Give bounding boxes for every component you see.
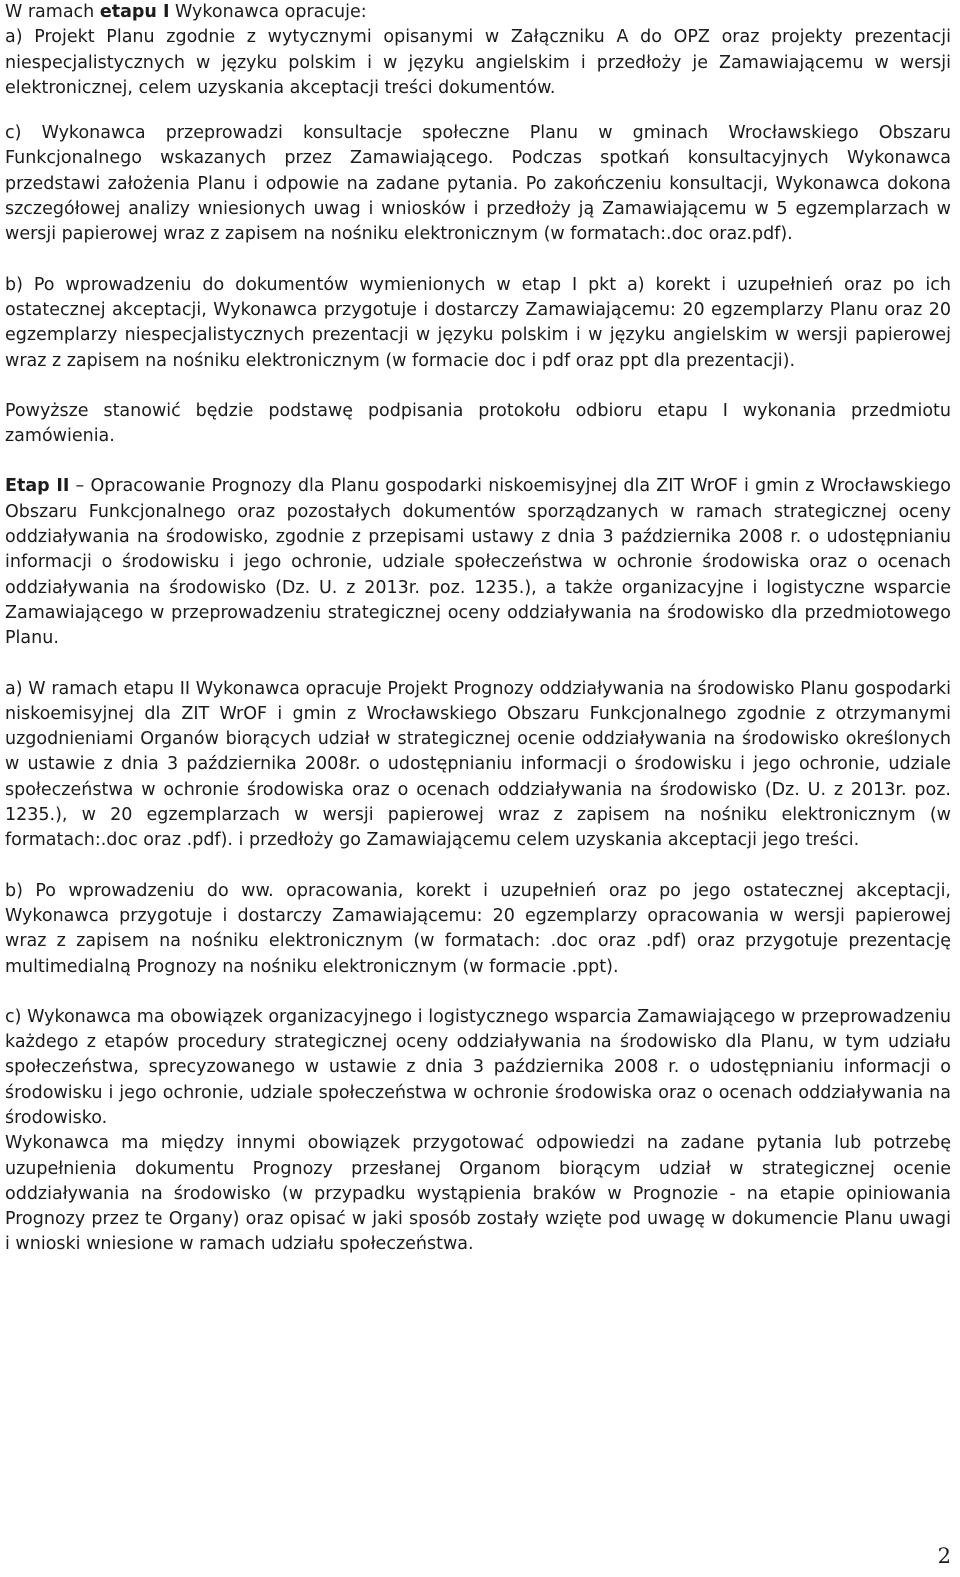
etap-2-bold: Etap II xyxy=(5,476,70,497)
paragraph-protocol: Powyższe stanowić będzie podstawę podpisania protokołu odbioru etapu I wykonania przedmiotu zamówienia. xyxy=(5,400,951,447)
paragraph-2a: a) W ramach etapu II Wykonawca opracuje Projekt Prognozy oddziaływania na środowisko Planu gospodarki niskoemisyjnej dla ZIT WrOF i gmin z Wrocławskiego Obszaru Funkcjonalnego zgodnie z otrzymanymi uzgodnieniami Organów biorących udział w strategicznej ocenie oddziaływania na środowisko określonych w ustawie z dnia 3 października 2008r. o udostępnianiu informacji o środowisku i jego ochronie, udziale społeczeństwa w ochronie środowiska oraz o ocenach oddziaływania na środowisko (Dz. U. z 2013r. poz. 1235.), w 20 egzemplarzach w wersji papierowej wraz z zapisem na nośniku elektronicznym (w formatach:.doc oraz .pdf). i przedłoży go Zamawiającemu celem uzyskania akceptacji jego treści. xyxy=(5,678,951,851)
intro-bold-etap-1: etapu I xyxy=(99,2,170,22)
paragraph-2c: c) Wykonawca ma obowiązek organizacyjnego i logistycznego wsparcia Zamawiającego w przeprowadzeniu każdego z etapów procedury strategicznej oceny oddziaływania na środowisko dla Planu, w tym udziału społeczeństwa, sprecyzowanego w ustawie z dnia 3 października 2008 r. o udostępnianiu informacji o środowisku i jego ochronie, udziale społeczeństwa w ochronie środowiska oraz o ocenach oddziaływania na środowisko. xyxy=(5,1006,951,1128)
paragraph-1b: b) Po wprowadzeniu do dokumentów wymienionych w etap I pkt a) korekt i uzupełnień oraz po ich ostatecznej akceptacji, Wykonawca przygotuje i dostarczy Zamawiającemu: 20 egzemplarzy Planu oraz 20 egzemplarzy niespecjalistycznych prezentacji w języku polskim i w języku angielskim w wersji papierowej wraz z zapisem na nośniku elektronicznym (w formacie doc i pdf oraz ppt dla prezentacji). xyxy=(5,274,951,371)
paragraph-obligations: Wykonawca ma między innymi obowiązek przygotować odpowiedzi na zadane pytania lub potrzebę uzupełnienia dokumentu Prognozy przesłanej Organom biorącym udział w strategicznej ocenie oddziaływania na środowisko (w przypadku wystąpienia braków w Prognozie - na etapie opiniowania Prognozy przez te Organy) oraz opisać w jaki sposób zostały wzięte pod uwagę w dokumencie Planu uwagi i wnioski wniesione w ramach udziału społeczeństwa. xyxy=(5,1133,951,1255)
paragraph-etap-2 xyxy=(5,474,951,651)
paragraph-etap-1-intro xyxy=(5,0,951,101)
intro-suffix: Wykonawca opracuje: xyxy=(169,2,367,22)
document-page xyxy=(5,0,951,1258)
paragraph-1a-text: a) Projekt Planu zgodnie z wytycznymi opisanymi w Załączniku A do OPZ oraz projekty prezentacji niespecjalistycznych w języku polskim i w języku angielskim i przedłoży je Zamawiającemu w wersji elektronicznej, celem uzyskania akceptacji treści dokumentów. xyxy=(5,27,951,98)
paragraph-2b: b) Po wprowadzeniu do ww. opracowania, korekt i uzupełnień oraz po jego ostatecznej akceptacji, Wykonawca przygotuje i dostarczy Zamawiającemu: 20 egzemplarzy opracowania w wersji papierowej wraz z zapisem na nośniku elektronicznym (w formatach: .doc oraz .pdf) oraz przygotuje prezentację multimedialną Prognozy na nośniku elektronicznym (w formacie .ppt). xyxy=(5,880,951,977)
intro-prefix: W ramach xyxy=(5,2,100,22)
page-number: 2 xyxy=(937,1544,951,1568)
etap-2-text: – Opracowanie Prognozy dla Planu gospodarki niskoemisyjnej dla ZIT WrOF i gmin z Wrocławskiego Obszaru Funkcjonalnego oraz pozostałych dokumentów sporządzanych w ramach strategicznej oceny oddziaływania na środowisko, zgodnie z przepisami ustawy z dnia 3 października 2008 r. o udostępnianiu informacji o środowisku i jego ochronie, udziale społeczeństwa w ochronie środowiska oraz o ocenach oddziaływania na środowisko (Dz. U. z 2013r. poz. 1235.), a także organizacyjne i logistyczne wsparcie Zamawiającego w przeprowadzeniu strategicznej oceny oddziaływania na środowisko dla przedmiotowego Planu. xyxy=(5,476,952,649)
paragraph-1c: c) Wykonawca przeprowadzi konsultacje społeczne Planu w gminach Wrocławskiego Obszaru Funkcjonalnego wskazanych przez Zamawiającego. Podczas spotkań konsultacyjnych Wykonawca przedstawi założenia Planu i odpowie na zadane pytania. Po zakończeniu konsultacji, Wykonawca dokona szczegółowej analizy wniesionych uwag i wniosków i przedłoży ją Zamawiającemu w 5 egzemplarzach w wersji papierowej wraz z zapisem na nośniku elektronicznym (w formatach:.doc oraz.pdf). xyxy=(5,123,951,245)
